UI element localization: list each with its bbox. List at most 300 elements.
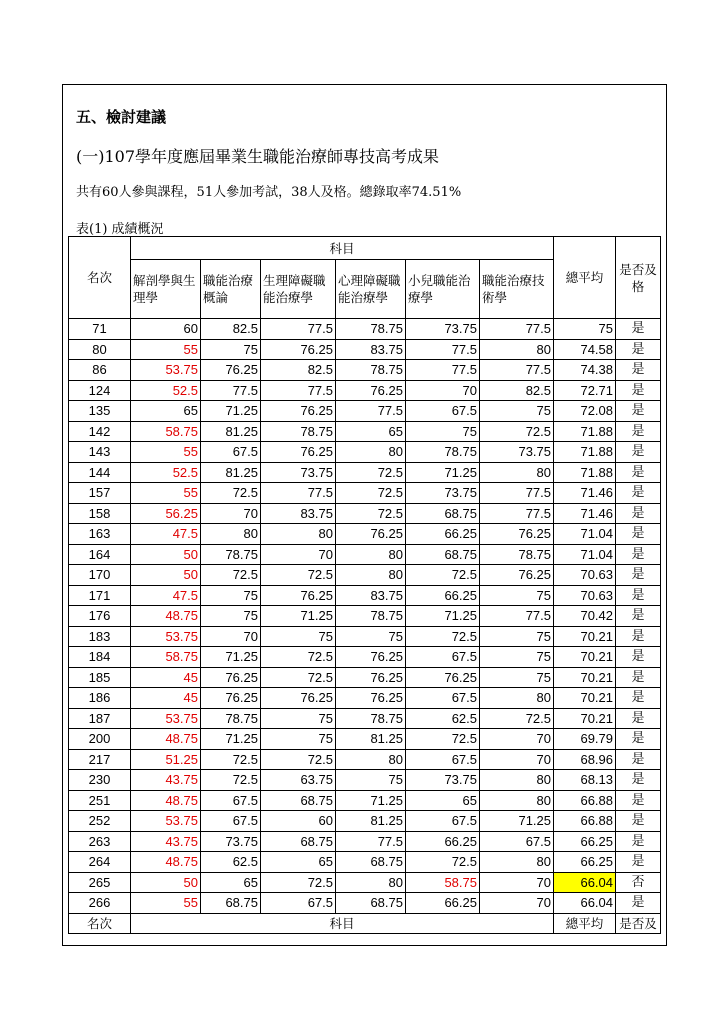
score-cell: 72.5 [201,565,261,586]
score-cell: 62.5 [406,708,480,729]
table-row [69,585,661,606]
rank-cell: 176 [69,606,131,627]
score-cell: 71.25 [201,647,261,668]
score-cell: 68.75 [336,893,406,914]
score-cell: 76.25 [201,688,261,709]
score-cell: 76.25 [336,688,406,709]
score-cell: 78.75 [480,544,554,565]
score-cell: 45 [131,688,201,709]
average-cell: 75 [554,319,616,340]
score-cell: 80 [336,544,406,565]
score-cell: 82.5 [201,319,261,340]
score-cell: 50 [131,872,201,893]
footer-subjects: 科目 [131,913,554,933]
score-cell: 80 [336,565,406,586]
pass-cell: 是 [616,729,661,750]
score-cell: 78.75 [201,708,261,729]
pass-cell: 是 [616,647,661,668]
score-cell: 53.75 [131,811,201,832]
score-cell: 78.75 [336,360,406,381]
score-cell: 75 [201,585,261,606]
average-cell: 71.46 [554,483,616,504]
header-rank: 名次 [69,237,131,319]
score-cell: 72.5 [406,852,480,873]
rank-cell: 264 [69,852,131,873]
table-row [69,811,661,832]
pass-cell: 是 [616,401,661,422]
score-cell: 73.75 [480,442,554,463]
rank-cell: 170 [69,565,131,586]
rank-cell: 71 [69,319,131,340]
rank-cell: 252 [69,811,131,832]
score-cell: 72.5 [480,421,554,442]
score-cell: 76.25 [261,688,336,709]
score-cell: 70 [480,729,554,750]
score-cell: 47.5 [131,585,201,606]
score-cell: 72.5 [406,565,480,586]
score-cell: 77.5 [480,503,554,524]
pass-cell: 否 [616,872,661,893]
table-row [69,893,661,914]
table-body [69,319,661,914]
score-cell: 67.5 [480,831,554,852]
score-cell: 67.5 [201,442,261,463]
score-cell: 77.5 [480,360,554,381]
table-row [69,852,661,873]
rank-cell: 187 [69,708,131,729]
rank-cell: 200 [69,729,131,750]
score-cell: 58.75 [131,421,201,442]
score-cell: 77.5 [261,483,336,504]
score-cell: 72.5 [336,503,406,524]
score-cell: 75 [480,401,554,422]
score-cell: 77.5 [261,319,336,340]
average-cell: 71.46 [554,503,616,524]
score-cell: 66.25 [406,524,480,545]
score-cell: 80 [480,852,554,873]
score-cell: 80 [336,872,406,893]
score-cell: 75 [480,647,554,668]
rank-cell: 183 [69,626,131,647]
score-cell: 77.5 [336,401,406,422]
pass-cell: 是 [616,524,661,545]
table-caption: 表(1) 成績概況 [76,222,164,237]
average-cell: 68.13 [554,770,616,791]
score-cell: 76.25 [261,339,336,360]
average-cell: 66.88 [554,811,616,832]
average-cell: 70.63 [554,585,616,606]
score-cell: 71.25 [201,401,261,422]
score-cell: 50 [131,565,201,586]
average-cell: 70.42 [554,606,616,627]
pass-cell: 是 [616,360,661,381]
table-row [69,544,661,565]
score-cell: 65 [406,790,480,811]
score-cell: 77.5 [406,360,480,381]
pass-cell: 是 [616,811,661,832]
score-cell: 76.25 [336,380,406,401]
table-row [69,790,661,811]
score-cell: 76.25 [336,647,406,668]
rank-cell: 80 [69,339,131,360]
rank-cell: 124 [69,380,131,401]
score-cell: 48.75 [131,852,201,873]
score-cell: 76.25 [261,401,336,422]
header-subject-3: 生理障礙職能治療學 [261,260,336,319]
score-cell: 75 [480,585,554,606]
score-cell: 78.75 [261,421,336,442]
score-cell: 78.75 [336,606,406,627]
average-cell: 74.38 [554,360,616,381]
score-cell: 47.5 [131,524,201,545]
section-heading: 五、檢討建議 [76,108,167,126]
rank-cell: 163 [69,524,131,545]
score-cell: 68.75 [406,544,480,565]
pass-cell: 是 [616,585,661,606]
header-subject-6: 職能治療技術學 [480,260,554,319]
pass-cell: 是 [616,339,661,360]
score-cell: 80 [480,688,554,709]
rank-cell: 217 [69,749,131,770]
table-row [69,606,661,627]
table-row [69,749,661,770]
table-row [69,708,661,729]
score-cell: 70 [480,749,554,770]
score-cell: 83.75 [336,585,406,606]
average-cell: 68.96 [554,749,616,770]
score-cell: 71.25 [406,606,480,627]
table-row [69,770,661,791]
score-cell: 67.5 [201,790,261,811]
score-cell: 72.5 [261,647,336,668]
average-cell: 71.88 [554,421,616,442]
score-cell: 73.75 [406,483,480,504]
score-cell: 66.25 [406,893,480,914]
score-cell: 65 [336,421,406,442]
footer-average: 總平均 [554,913,616,933]
score-cell: 73.75 [261,462,336,483]
score-cell: 53.75 [131,626,201,647]
rank-cell: 266 [69,893,131,914]
score-cell: 48.75 [131,606,201,627]
average-cell: 71.88 [554,442,616,463]
score-cell: 72.5 [201,770,261,791]
header-subject-5: 小兒職能治療學 [406,260,480,319]
pass-cell: 是 [616,893,661,914]
pass-cell: 是 [616,688,661,709]
footer-rank: 名次 [69,913,131,933]
pass-cell: 是 [616,462,661,483]
score-cell: 76.25 [480,565,554,586]
average-cell: 72.08 [554,401,616,422]
table-row [69,462,661,483]
score-cell: 75 [336,626,406,647]
score-cell: 75 [201,606,261,627]
score-cell: 80 [480,462,554,483]
score-cell: 81.25 [201,421,261,442]
score-cell: 55 [131,442,201,463]
pass-cell: 是 [616,319,661,340]
score-cell: 68.75 [406,503,480,524]
score-cell: 71.25 [480,811,554,832]
score-cell: 80 [480,770,554,791]
score-cell: 70 [406,380,480,401]
score-cell: 78.75 [201,544,261,565]
pass-cell: 是 [616,626,661,647]
table-row [69,483,661,504]
rank-cell: 158 [69,503,131,524]
pass-cell: 是 [616,606,661,627]
pass-cell: 是 [616,483,661,504]
results-title: (一)107學年度應屆畢業生職能治療師專技高考成果 [76,147,440,166]
score-cell: 80 [480,790,554,811]
score-cell: 52.5 [131,462,201,483]
pass-cell: 是 [616,442,661,463]
score-cell: 73.75 [201,831,261,852]
score-cell: 70 [201,503,261,524]
score-cell: 72.5 [336,483,406,504]
score-cell: 67.5 [201,811,261,832]
rank-cell: 164 [69,544,131,565]
score-cell: 75 [480,626,554,647]
table-row [69,831,661,852]
score-cell: 77.5 [406,339,480,360]
score-cell: 60 [261,811,336,832]
score-cell: 71.25 [336,790,406,811]
score-cell: 58.75 [406,872,480,893]
score-cell: 70 [480,893,554,914]
rank-cell: 157 [69,483,131,504]
average-cell: 70.63 [554,565,616,586]
score-cell: 53.75 [131,360,201,381]
score-cell: 53.75 [131,708,201,729]
score-cell: 48.75 [131,790,201,811]
score-cell: 72.5 [336,462,406,483]
score-cell: 67.5 [406,688,480,709]
header-subject-4: 心理障礙職能治療學 [336,260,406,319]
score-cell: 70 [480,872,554,893]
score-cell: 76.25 [261,442,336,463]
score-cell: 72.5 [201,483,261,504]
pass-cell: 是 [616,503,661,524]
score-cell: 76.25 [336,524,406,545]
score-cell: 68.75 [261,790,336,811]
table-row [69,729,661,750]
score-cell: 81.25 [336,729,406,750]
score-cell: 77.5 [201,380,261,401]
score-cell: 80 [201,524,261,545]
score-cell: 43.75 [131,831,201,852]
score-cell: 82.5 [480,380,554,401]
header-average: 總平均 [554,237,616,319]
rank-cell: 171 [69,585,131,606]
score-cell: 75 [336,770,406,791]
score-cell: 77.5 [336,831,406,852]
score-cell: 67.5 [261,893,336,914]
score-cell: 72.5 [261,667,336,688]
rank-cell: 143 [69,442,131,463]
pass-cell: 是 [616,749,661,770]
score-cell: 78.75 [336,319,406,340]
score-cell: 72.5 [406,626,480,647]
table-row [69,380,661,401]
score-cell: 52.5 [131,380,201,401]
average-cell: 66.88 [554,790,616,811]
header-subject-2: 職能治療概論 [201,260,261,319]
score-cell: 75 [261,729,336,750]
score-cell: 78.75 [336,708,406,729]
score-cell: 71.25 [406,462,480,483]
rank-cell: 184 [69,647,131,668]
results-table [68,236,661,934]
average-cell: 70.21 [554,688,616,709]
table-row [69,442,661,463]
score-cell: 62.5 [201,852,261,873]
score-cell: 70 [201,626,261,647]
score-cell: 67.5 [406,811,480,832]
score-cell: 76.25 [336,667,406,688]
table-row [69,503,661,524]
score-cell: 78.75 [406,442,480,463]
score-cell: 60 [131,319,201,340]
score-cell: 66.25 [406,831,480,852]
pass-cell: 是 [616,770,661,791]
rank-cell: 186 [69,688,131,709]
score-cell: 65 [131,401,201,422]
score-cell: 67.5 [406,401,480,422]
score-cell: 43.75 [131,770,201,791]
rank-cell: 144 [69,462,131,483]
score-cell: 75 [261,626,336,647]
header-subjects: 科目 [131,237,554,260]
pass-cell: 是 [616,852,661,873]
score-cell: 58.75 [131,647,201,668]
pass-cell: 是 [616,380,661,401]
score-cell: 76.25 [201,667,261,688]
table-row [69,647,661,668]
average-cell: 74.58 [554,339,616,360]
average-cell: 70.21 [554,667,616,688]
table-row [69,872,661,893]
score-cell: 50 [131,544,201,565]
pass-cell: 是 [616,667,661,688]
pass-cell: 是 [616,708,661,729]
score-cell: 83.75 [336,339,406,360]
score-cell: 71.25 [201,729,261,750]
score-cell: 81.25 [336,811,406,832]
score-cell: 55 [131,483,201,504]
score-cell: 77.5 [480,483,554,504]
score-cell: 48.75 [131,729,201,750]
average-cell: 66.25 [554,831,616,852]
score-cell: 68.75 [261,831,336,852]
table-row [69,667,661,688]
score-cell: 70 [261,544,336,565]
rank-cell: 265 [69,872,131,893]
score-cell: 55 [131,893,201,914]
average-cell: 71.88 [554,462,616,483]
score-cell: 51.25 [131,749,201,770]
average-cell: 69.79 [554,729,616,750]
score-cell: 77.5 [480,606,554,627]
score-cell: 72.5 [261,872,336,893]
table-row [69,401,661,422]
score-cell: 81.25 [201,462,261,483]
score-cell: 73.75 [406,770,480,791]
score-cell: 75 [201,339,261,360]
average-cell: 70.21 [554,626,616,647]
score-cell: 76.25 [201,360,261,381]
rank-cell: 263 [69,831,131,852]
rank-cell: 251 [69,790,131,811]
score-cell: 80 [480,339,554,360]
score-cell: 65 [261,852,336,873]
score-cell: 63.75 [261,770,336,791]
table-row [69,688,661,709]
average-cell: 66.04 [554,893,616,914]
pass-cell: 是 [616,565,661,586]
table-row [69,319,661,340]
score-cell: 80 [261,524,336,545]
table-row [69,421,661,442]
pass-cell: 是 [616,544,661,565]
score-cell: 76.25 [480,524,554,545]
summary-text: 共有60人參與課程，51人參加考試，38人及格。總錄取率74.51% [76,185,462,200]
score-cell: 80 [336,749,406,770]
pass-cell: 是 [616,421,661,442]
score-cell: 83.75 [261,503,336,524]
score-cell: 75 [480,667,554,688]
average-cell: 71.04 [554,544,616,565]
table-row [69,339,661,360]
average-cell: 70.21 [554,708,616,729]
score-cell: 67.5 [406,647,480,668]
score-cell: 56.25 [131,503,201,524]
average-cell: 66.04 [554,872,616,893]
score-cell: 66.25 [406,585,480,606]
score-cell: 65 [201,872,261,893]
score-cell: 82.5 [261,360,336,381]
score-cell: 68.75 [201,893,261,914]
score-cell: 75 [261,708,336,729]
score-cell: 76.25 [261,585,336,606]
score-cell: 80 [336,442,406,463]
score-cell: 77.5 [480,319,554,340]
header-subject-1: 解剖學與生理學 [131,260,201,319]
score-cell: 55 [131,339,201,360]
score-cell: 72.5 [261,565,336,586]
average-cell: 70.21 [554,647,616,668]
rank-cell: 86 [69,360,131,381]
score-cell: 72.5 [406,729,480,750]
footer-pass: 是否及 [616,913,661,933]
rank-cell: 135 [69,401,131,422]
pass-cell: 是 [616,790,661,811]
average-cell: 71.04 [554,524,616,545]
score-cell: 68.75 [336,852,406,873]
table-row [69,626,661,647]
rank-cell: 230 [69,770,131,791]
pass-cell: 是 [616,831,661,852]
score-cell: 73.75 [406,319,480,340]
score-cell: 45 [131,667,201,688]
score-cell: 67.5 [406,749,480,770]
average-cell: 66.25 [554,852,616,873]
score-cell: 75 [406,421,480,442]
score-cell: 72.5 [201,749,261,770]
rank-cell: 185 [69,667,131,688]
score-cell: 72.5 [261,749,336,770]
